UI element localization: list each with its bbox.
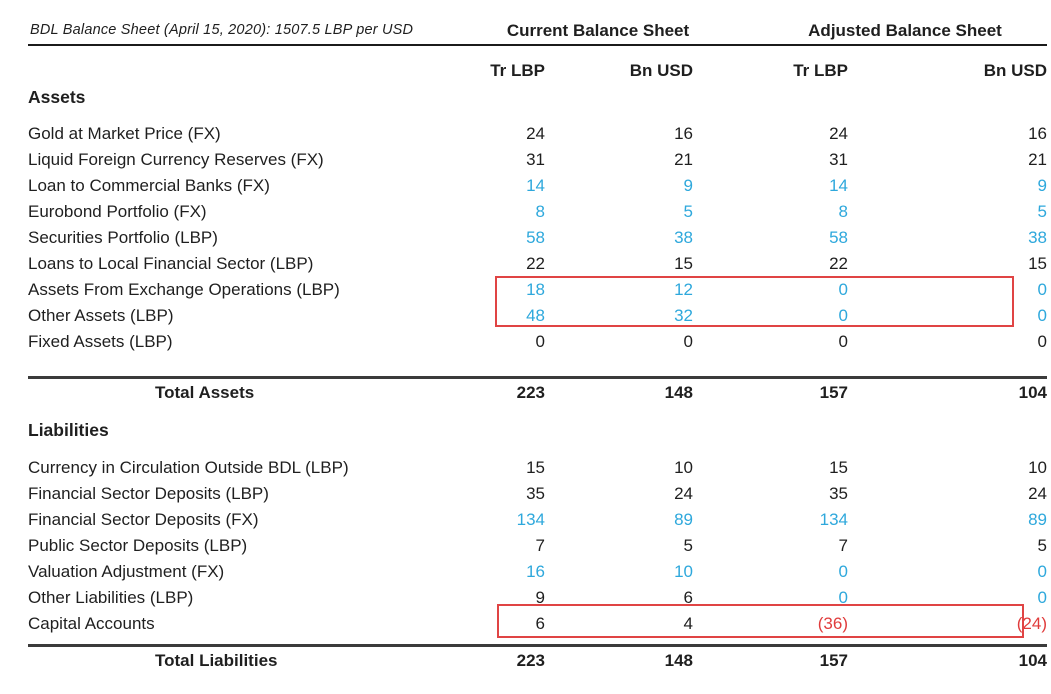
table-row	[28, 329, 1047, 355]
cell-current-bn-usd: 0	[683, 332, 693, 351]
row-label: Liquid Foreign Currency Reserves (FX)	[28, 150, 324, 169]
table-row	[28, 611, 1047, 637]
row-label: Currency in Circulation Outside BDL (LBP)	[28, 458, 349, 477]
cell-adjusted-tr-lbp: 0	[838, 562, 848, 581]
cell-adjusted-bn-usd: 15	[1028, 254, 1047, 273]
cell-adjusted-bn-usd: 0	[1037, 332, 1047, 351]
cell-adjusted-bn-usd: 89	[1028, 510, 1047, 529]
column-header-current-bn-usd: Bn USD	[629, 61, 693, 80]
cell-current-bn-usd: 5	[683, 536, 693, 555]
cell-adjusted-tr-lbp: 0	[838, 588, 848, 607]
cell-current-tr-lbp: 6	[535, 614, 545, 633]
table-row	[28, 225, 1047, 251]
cell-current-bn-usd: 21	[674, 150, 693, 169]
cell-adjusted-tr-lbp: 0	[838, 306, 848, 325]
cell-current-bn-usd: 5	[683, 202, 693, 221]
table-row	[28, 277, 1047, 303]
table-row	[28, 507, 1047, 533]
cell-current-bn-usd: 12	[674, 280, 693, 299]
table-row	[28, 173, 1047, 199]
row-label: Valuation Adjustment (FX)	[28, 562, 225, 581]
cell-current-tr-lbp: 14	[526, 176, 545, 195]
row-label: Eurobond Portfolio (FX)	[28, 202, 207, 221]
table-row	[28, 481, 1047, 507]
cell-current-bn-usd: 15	[674, 254, 693, 273]
cell-current-bn-usd: 10	[674, 562, 693, 581]
cell-adjusted-tr-lbp: 0	[838, 332, 848, 351]
table-row	[28, 585, 1047, 611]
assets-heading-label: Assets	[28, 86, 86, 107]
cell-current-bn-usd: 24	[674, 484, 693, 503]
cell-current-tr-lbp: 35	[526, 484, 545, 503]
cell-adjusted-tr-lbp: 0	[838, 280, 848, 299]
cell-current-tr-lbp: 48	[526, 306, 545, 325]
cell-current-tr-lbp: 134	[516, 510, 545, 529]
cell-adjusted-tr-lbp: 24	[829, 124, 848, 143]
cell-adjusted-bn-usd: 16	[1028, 124, 1047, 143]
total-liabilities-current-bn-usd: 148	[545, 645, 693, 675]
cell-adjusted-tr-lbp: 134	[819, 510, 848, 529]
column-header-adjusted-bn-usd: Bn USD	[983, 61, 1047, 80]
cell-adjusted-tr-lbp: 8	[838, 202, 848, 221]
table-row	[28, 303, 1047, 329]
cell-adjusted-bn-usd: 0	[1037, 588, 1047, 607]
cell-adjusted-tr-lbp: 35	[829, 484, 848, 503]
cell-adjusted-bn-usd: (24)	[1016, 614, 1047, 633]
section-heading-liabilities	[28, 417, 1047, 443]
row-label: Other Assets (LBP)	[28, 306, 174, 325]
cell-current-tr-lbp: 18	[526, 280, 545, 299]
cell-adjusted-tr-lbp: 58	[829, 228, 848, 247]
total-liabilities-adjusted-bn-usd: 104	[848, 645, 1047, 675]
cell-adjusted-bn-usd: 10	[1028, 458, 1047, 477]
cell-current-bn-usd: 10	[674, 458, 693, 477]
cell-adjusted-tr-lbp: (36)	[817, 614, 848, 633]
cell-current-tr-lbp: 0	[535, 332, 545, 351]
total-liabilities-current-tr-lbp: 223	[468, 645, 545, 675]
row-label: Financial Sector Deposits (FX)	[28, 510, 259, 529]
cell-adjusted-bn-usd: 5	[1037, 536, 1047, 555]
cell-current-tr-lbp: 22	[526, 254, 545, 273]
table-row	[28, 147, 1047, 173]
section-heading-assets	[28, 84, 1047, 110]
cell-current-tr-lbp: 58	[526, 228, 545, 247]
row-label: Securities Portfolio (LBP)	[28, 228, 218, 247]
total-assets-adjusted-bn-usd: 104	[848, 377, 1047, 407]
row-label: Capital Accounts	[28, 614, 155, 633]
row-label: Assets From Exchange Operations (LBP)	[28, 280, 340, 299]
table-row	[28, 199, 1047, 225]
table-row	[28, 251, 1047, 277]
empty-corner-cell	[28, 58, 468, 84]
cell-current-tr-lbp: 31	[526, 150, 545, 169]
cell-adjusted-tr-lbp: 7	[838, 536, 848, 555]
column-header-row	[28, 58, 1047, 84]
cell-current-tr-lbp: 24	[526, 124, 545, 143]
column-header-adjusted-tr-lbp: Tr LBP	[793, 61, 848, 80]
row-label: Public Sector Deposits (LBP)	[28, 536, 248, 555]
cell-adjusted-tr-lbp: 14	[829, 176, 848, 195]
row-label: Fixed Assets (LBP)	[28, 332, 173, 351]
adjusted-balance-sheet-header: Adjusted Balance Sheet	[808, 21, 1002, 40]
total-assets-label: Total Assets	[28, 377, 468, 407]
cell-current-bn-usd: 4	[683, 614, 693, 633]
cell-adjusted-bn-usd: 21	[1028, 150, 1047, 169]
total-liabilities-row	[28, 645, 1047, 675]
table-row	[28, 455, 1047, 481]
liabilities-heading-label: Liabilities	[28, 419, 109, 440]
cell-current-tr-lbp: 16	[526, 562, 545, 581]
cell-adjusted-bn-usd: 38	[1028, 228, 1047, 247]
table-row	[28, 533, 1047, 559]
current-balance-sheet-header: Current Balance Sheet	[506, 21, 690, 40]
cell-adjusted-tr-lbp: 15	[829, 458, 848, 477]
cell-current-bn-usd: 16	[674, 124, 693, 143]
total-liabilities-adjusted-tr-lbp: 157	[693, 645, 848, 675]
cell-current-tr-lbp: 15	[526, 458, 545, 477]
table-row	[28, 559, 1047, 585]
header-rule	[28, 44, 1047, 46]
cell-current-bn-usd: 38	[674, 228, 693, 247]
cell-current-tr-lbp: 8	[535, 202, 545, 221]
row-label: Financial Sector Deposits (LBP)	[28, 484, 269, 503]
cell-current-bn-usd: 9	[683, 176, 693, 195]
total-liabilities-label: Total Liabilities	[28, 645, 468, 675]
cell-current-bn-usd: 6	[683, 588, 693, 607]
row-label: Gold at Market Price (FX)	[28, 124, 221, 143]
row-label: Loan to Commercial Banks (FX)	[28, 176, 270, 195]
cell-adjusted-tr-lbp: 31	[829, 150, 848, 169]
cell-current-bn-usd: 89	[674, 510, 693, 529]
row-label: Other Liabilities (LBP)	[28, 588, 194, 607]
cell-current-bn-usd: 32	[674, 306, 693, 325]
row-label: Loans to Local Financial Sector (LBP)	[28, 254, 314, 273]
balance-sheet-table	[28, 58, 1047, 675]
cell-adjusted-bn-usd: 5	[1037, 202, 1047, 221]
total-assets-current-tr-lbp: 223	[468, 377, 545, 407]
total-assets-adjusted-tr-lbp: 157	[693, 377, 848, 407]
cell-current-tr-lbp: 7	[535, 536, 545, 555]
cell-adjusted-bn-usd: 0	[1037, 306, 1047, 325]
table-row	[28, 121, 1047, 147]
cell-adjusted-bn-usd: 24	[1028, 484, 1047, 503]
total-assets-row	[28, 377, 1047, 407]
document-title: BDL Balance Sheet (April 15, 2020): 1507.5 LBP per USD	[30, 22, 414, 38]
cell-adjusted-tr-lbp: 22	[829, 254, 848, 273]
total-assets-current-bn-usd: 148	[545, 377, 693, 407]
cell-current-tr-lbp: 9	[535, 588, 545, 607]
cell-adjusted-bn-usd: 9	[1037, 176, 1047, 195]
column-header-current-tr-lbp: Tr LBP	[490, 61, 545, 80]
cell-adjusted-bn-usd: 0	[1037, 280, 1047, 299]
cell-adjusted-bn-usd: 0	[1037, 562, 1047, 581]
